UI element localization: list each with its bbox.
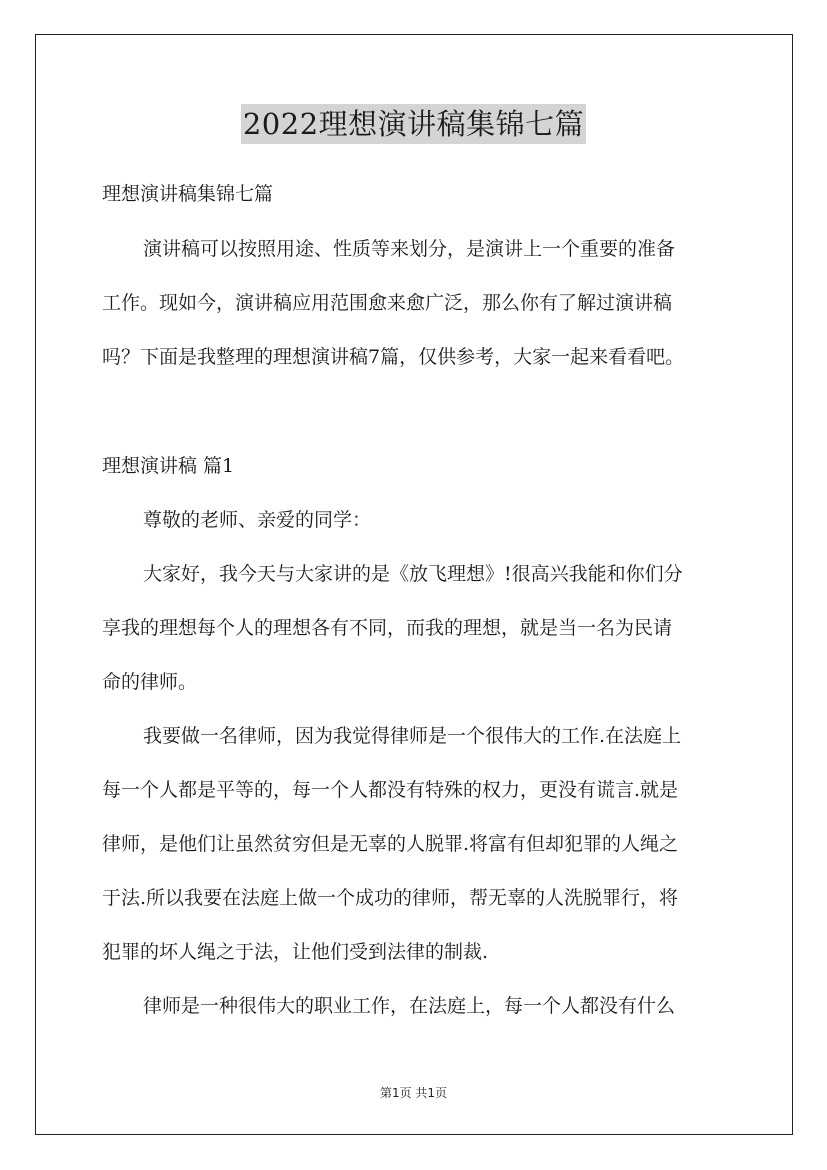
intro-paragraph-line: 吗？下面是我整理的理想演讲稿7篇，仅供参考，大家一起来看看吧。 bbox=[102, 346, 685, 368]
subtitle-line: 理想演讲稿集锦七篇 bbox=[102, 183, 274, 205]
body-paragraph-line: 我要做一名律师，因为我觉得律师是一个很伟大的工作.在法庭上 bbox=[143, 725, 682, 747]
intro-paragraph-line: 工作。现如今，演讲稿应用范围愈来愈广泛，那么你有了解过演讲稿 bbox=[102, 292, 673, 314]
page-number-footer: 第1页 共1页 bbox=[379, 1086, 448, 1100]
intro-paragraph-line: 演讲稿可以按照用途、性质等来划分，是演讲上一个重要的准备 bbox=[143, 238, 676, 260]
body-paragraph-line: 犯罪的坏人绳之于法，让他们受到法律的制裁. bbox=[102, 941, 489, 963]
section-heading: 理想演讲稿 篇1 bbox=[102, 455, 235, 477]
salutation-line: 尊敬的老师、亲爱的同学： bbox=[143, 509, 372, 531]
body-paragraph-line: 律师是一种很伟大的职业工作，在法庭上，每一个人都没有什么 bbox=[143, 995, 676, 1017]
body-paragraph-line: 享我的理想每个人的理想各有不同，而我的理想，就是当一名为民请 bbox=[102, 617, 673, 639]
body-paragraph-line: 大家好，我今天与大家讲的是《放飞理想》!很高兴我能和你们分 bbox=[143, 563, 683, 585]
document-title-text: 2022理想演讲稿集锦七篇 bbox=[241, 104, 586, 144]
body-paragraph-line: 于法.所以我要在法庭上做一个成功的律师，帮无辜的人洗脱罪行，将 bbox=[102, 887, 679, 909]
body-paragraph-line: 命的律师。 bbox=[102, 671, 198, 693]
body-paragraph-line: 律师，是他们让虽然贫穷但是无辜的人脱罪.将富有但却犯罪的人绳之 bbox=[102, 833, 679, 855]
document-title bbox=[0, 104, 827, 144]
body-paragraph-line: 每一个人都是平等的，每一个人都没有特殊的权力，更没有谎言.就是 bbox=[102, 779, 679, 801]
